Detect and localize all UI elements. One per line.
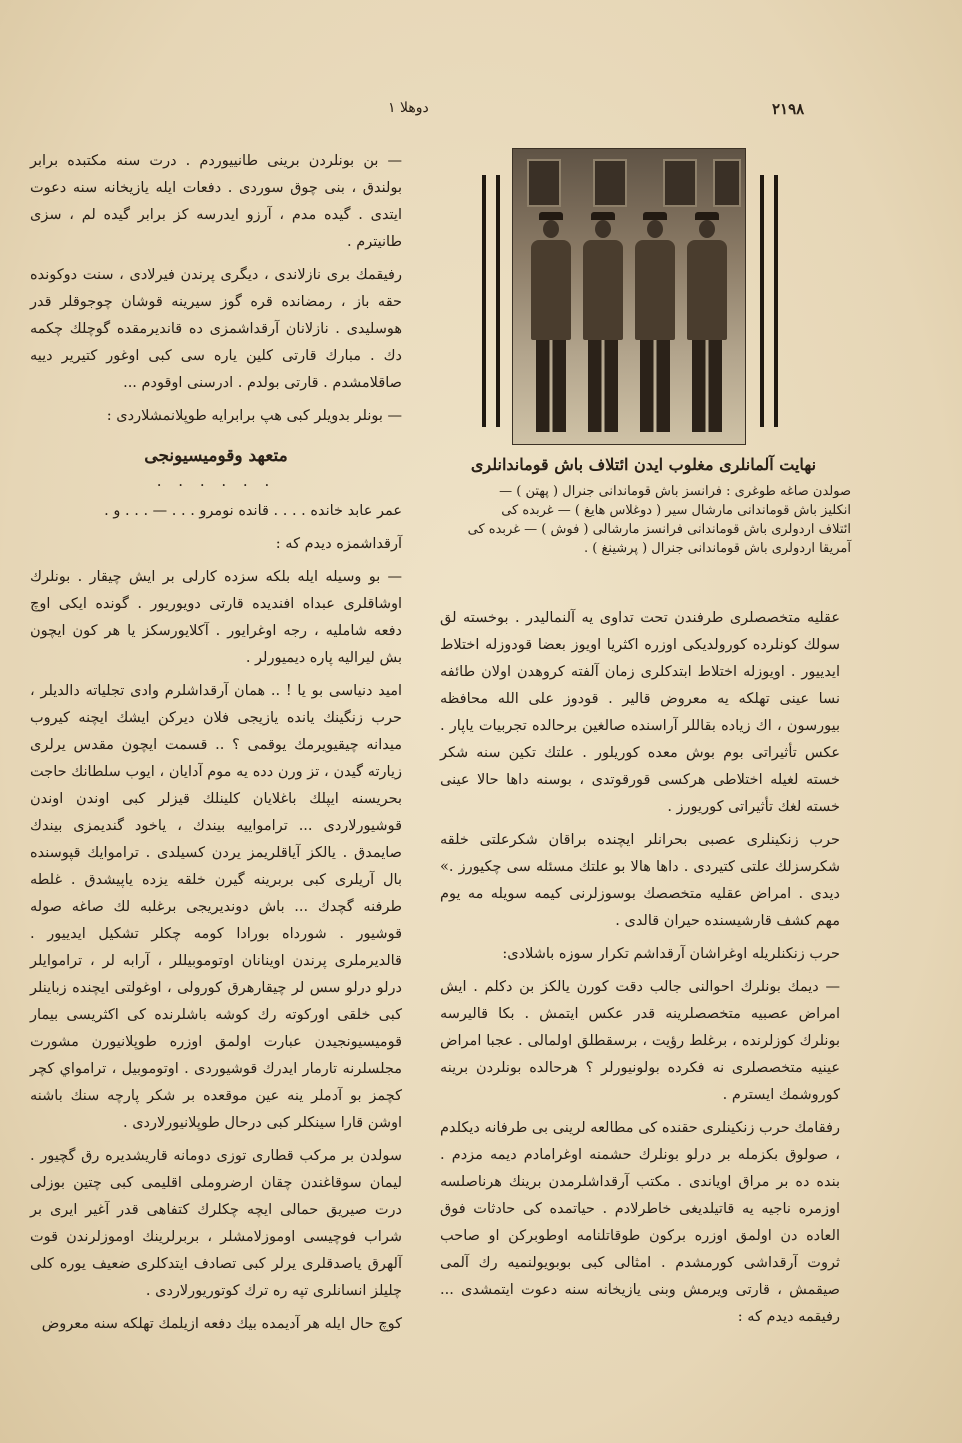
photo-caption	[436, 455, 851, 558]
caption-line: ائتلاف اردولری باش قوماندانی فرانسز مارشالی ( فوش ) — غربده کی	[467, 522, 851, 537]
building-window	[713, 159, 741, 207]
building-window	[593, 159, 627, 207]
paragraph: آرقداشمزه دیدم که :	[275, 536, 402, 552]
figure-petain	[529, 212, 573, 432]
figure-pershing	[685, 212, 729, 432]
figure-foch	[633, 212, 677, 432]
caption-line: انکلیز باش قوماندانی مارشال سیر ( دوغلاس هایغ ) — غربده کی	[501, 503, 851, 518]
issue-mark: دوهلا ١	[388, 100, 429, 116]
decorative-bar	[482, 175, 486, 427]
paragraph: — دیمك بونلرك احوالنی جالب دقت کورن یالکز بن دکلم . ایش امراض عصبیه متخصصلرینه قدر عکس ایتمش . بکا قالیرسه بونلرك کوزلرنده ، برغلط رؤیت ، برسقطلق اولمالی . عجبا امراض عینیه متخصصلری نه فکرده بولونیورلر ؟ هرحالده بونلردن برینه کوروشمك ایسترم .	[440, 979, 840, 1103]
figure-haig	[581, 212, 625, 432]
paragraph: امید دنیاسی بو یا ! .. همان آرقداشلرم وادی تجلیاته دالدیلر ، حرب زنگینك یانده یازیجی فلان دیرکن ایشك ایچنه کیروب میدانه چیقیویرمك یوقمی ؟ .. قسمت ایچون مقدس یرلری زیارته گیدن ، تز ورن دده یه موم آدایان ، ایوب سلطانك حاجت بحریسنه ایپلك باغلایان کلینلك قیزلر کبی اوندن اوندن قوشیورلاردی ... ترامواییه بیندك ، یاخود گندیمزی بیندك صایمدق . یالکز آیاقلریمز یردن کسیلدی . تراموایك قپوسنده بال آریلری کبی بربرینه گیرن خلقه یزده یاپیشدق . غلطه طرفنه گچدك ... باش دوندیریجی برغلبه لك صاغه صوله قوشیور . شورداه بورادا کومه چکلر تشکیل ایدییور . قالدیرملری پرندن اوینانان اوتوموبیللر ، آرابه لر ، تراموایلر درلو درلو سس لر چیقارهرق کورولی ، اوغولتی ایچنده زباینلر کبی خلقی اورکوته رك کوشه باشلرنده کی اکثریسی بیمار قومیسیونجیدن عبارت اولمق اوزره طوپلانیورن مشورت مجلسلرنه تارمار ایدرك قوشیوردی . اوتوموبیل ، ترامواي کچر کچمز بو آدملر ینه عین موقعده بر شکر پارچه سنك باشنه اوشن قارا سینکلر کبی درحال طوپلانیورلاردی .	[30, 683, 402, 1131]
decorative-bar	[774, 175, 778, 427]
paragraph: رفقامك حرب زنکینلری حقنده کی مطالعه لرینی بی طرفانه دیکلدم ، صولوق بکزمله بر درلو بونلرك حشمنه اوغرامادم دیمه مزدم . بنده ده بر مراق اویاندی . مکتب آرقداشلرمدن برینك هرناصلسه اوزمره ناجیه یه قاتیلدیغی خاطرلادم . حیاتمده کی حادثات فوق العاده دن اولمق اوزره برکون طوقاتلنامه اوطوبرکن او صاحب ثروت آرقداشی کورمشدم . امثالی کبی بوبویولنمیه رك آلمی صیقمش ، قارتی ویرمش وبنی یازیخانه سنه دعوت ایتمشدی ... رفیقمه دیدم که :	[440, 1120, 840, 1325]
left-column	[30, 148, 402, 1344]
caption-line: صولدن صاغه طوغری : فرانسز باش قوماندانی جنرال ( پهتن ) —	[499, 484, 851, 499]
paragraph: رفیقمك بری نازلاندی ، دیگری پرندن فیرلادی ، سنت دوکونده حقه باز ، رمضانده قره گوز سیرینه قوشان چوجوقلر قدر هوسلیدی . نازلانان آرقداشمزی ده قاندیرمقده گوچلك چکمه دك . مبارك قارتی کلین یاره سی کبی اوغور کتیریر دییه صاقلامشدم . قارتی بولدم . ادرسنی اوقودم ...	[30, 267, 402, 391]
paragraph: — بن بونلردن برینی طانییوردم . درت سنه مکتبده برابر بولندق ، بنی چوق سوردی . دفعات ایله یازیخانه سنه دعوت ایتدی . گیده مدم ، آرزو ایدرسه کز برابر گیده لم ، سزی طانیترم .	[30, 153, 402, 250]
decorative-bar	[760, 175, 764, 427]
caption-title: نهایت آلمانلری مغلوب ایدن ائتلاف باش قوماندانلری	[470, 455, 817, 474]
paragraph: — بونلر بدویلر کبی هپ برابرایه طوپلانمشلاردی :	[106, 408, 402, 424]
section-title: متعهد وقومیسیونجی	[144, 446, 288, 466]
commanders-photo	[512, 148, 746, 445]
address-line: عمر عابد خانده . . . . قانده نومرو . . . — . . . و .	[104, 503, 402, 519]
page-number: ٢١٩٨	[772, 100, 805, 118]
decorative-bar	[496, 175, 500, 427]
paragraph: عقلیه متخصصلری طرفندن تحت تداوی یه آلنمالیدر . بوخسته لق سولك کونلرده کورولدیکی اوزره اکثریا اویوز بعضا قودوزله اختلاط ایدییور . اویوزله اختلاط ابتدکلری زمان آلفته کروهدن اولان طائفه نسا عینی تهلکه یه معروض قالیر . قودوز علی الله محافظه بیورسون ، اك زیاده بقاللر آراسنده صالغین برحالده تجربیات یاپار . عکس تأثیراتی بوم بوش معده کوریلور . علتك تکین سنه شکر خسته لغیله اختلاطی هرکسی قورقوتدی ، بوسنه داها حالا عینی خسته لغك تأثیراتی کوریورز .	[440, 610, 840, 815]
caption-line: آمریقا اردولری باش قوماندانی جنرال ( پرشینغ ) .	[584, 541, 851, 556]
building-window	[527, 159, 561, 207]
paragraph: — بو وسیله ایله بلکه سزده کارلی بر ایش چیقار . بونلرك اوشاقلری عبداه افندیده قارتی دویوریور . گونده ایکی اوچ دفعه شامليه ، رجه اوغرایور . آکلایورسکز یا هر کون ایچون بش لیرالیه پاره دیمیورلر .	[30, 569, 402, 666]
paragraph: سولدن بر مرکب قطاری توزی دومانه قاریشدیره رق گچیور . لیمان سوقاغندن چقان ارضروملی اقلیمی کبی چتین بوزلی درت صیریق حمالی ایچه چکلرك کتفاهی قدر آغیر ایری بر شراب فوچیسی اوموزلامشلر ، بربرلرینك اوموزلرندن قوت آلهرق یاصدقلری یرلر کبی تصادف ایتدکلری ضعیف یوره کلی چلیلز انسانلری تپه ره ترك کوتوریورلاردی .	[30, 1148, 402, 1299]
paragraph: حرب زنکینلری عصبی بحرانلر ایچنده براقان شکرعلتی خلقه شکرسزلك علتی کتیردی . داها هالا بو علتك مسئله سی چکیورز .» دیدی . امراض عقلیه متخصصك بوسوزلرنی کیمه سویله مه یوم مهم کشف قارشیسنده حیران قالدی .	[440, 832, 840, 929]
paragraph: کوچ حال ایله هر آدیمده بیك دفعه ازیلمك تهلکه سنه معروض	[41, 1316, 402, 1332]
paragraph: حرب زنکنلریله اوغراشان آرقداشم تکرار سوزه باشلادی:	[502, 946, 840, 962]
right-column	[440, 605, 840, 1337]
dots-divider: . . . . . .	[156, 472, 276, 490]
building-window	[663, 159, 697, 207]
